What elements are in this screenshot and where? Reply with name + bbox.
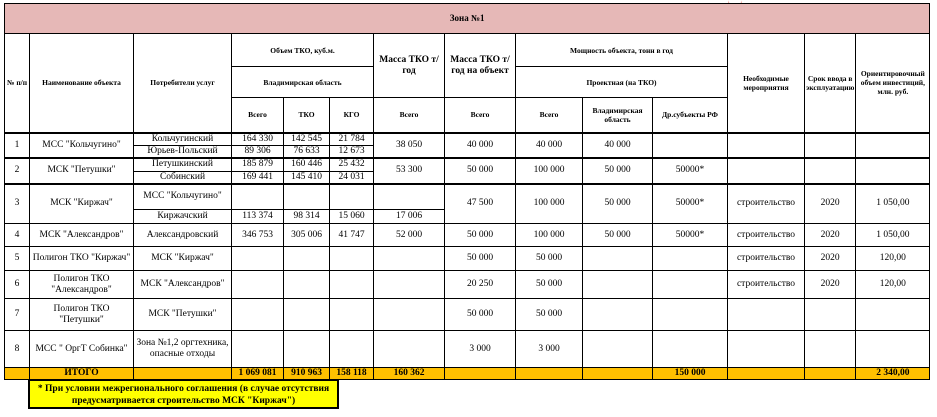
header-mass: Масса ТКО т/год xyxy=(374,34,445,98)
total-blank xyxy=(5,368,30,380)
mass-cell xyxy=(374,299,445,331)
header-capacity: Мощность объекта, тонн в год xyxy=(516,34,728,67)
mass-object-cell: 50 000 xyxy=(445,299,516,331)
volume-kgo xyxy=(330,299,374,331)
total-kgo: 158 118 xyxy=(330,368,374,380)
volume-total: 346 753 xyxy=(232,224,284,247)
total-mass: 160 362 xyxy=(374,368,445,380)
term-cell xyxy=(805,299,856,331)
total-label: ИТОГО xyxy=(30,368,134,380)
capacity-total: 100 000 xyxy=(516,224,583,247)
row-name: МСК "Киржач" xyxy=(30,184,134,224)
header-cap-region: Владимирская область xyxy=(583,98,653,133)
capacity-other xyxy=(653,331,728,368)
header-cap-total: Всего xyxy=(516,98,583,133)
row-name: Полигон ТКО "Александров" xyxy=(30,271,134,299)
volume-total xyxy=(232,271,284,299)
invest-cell: 1 050,00 xyxy=(856,224,930,247)
capacity-other: 50000* xyxy=(653,224,728,247)
row-num: 4 xyxy=(5,224,30,247)
volume-total xyxy=(232,299,284,331)
volume-kgo xyxy=(330,247,374,271)
header-mass-object-total: Всего xyxy=(445,98,516,133)
measures-cell: строительство xyxy=(728,224,805,247)
zone-table xyxy=(4,3,930,380)
invest-cell: 120,00 xyxy=(856,247,930,271)
total-invest: 2 340,00 xyxy=(856,368,930,380)
volume-total xyxy=(232,247,284,271)
mass-object-cell: 3 000 xyxy=(445,331,516,368)
footnote: * При условии межрегионального соглашения (в случае отсутствия предусматривается строительство МСК "Киржач") xyxy=(28,379,339,409)
invest-cell: 120,00 xyxy=(856,271,930,299)
term-cell xyxy=(805,133,856,159)
mass-cell xyxy=(374,271,445,299)
consumer-cell: Собинский xyxy=(134,171,232,184)
volume-total xyxy=(232,331,284,368)
total-blank xyxy=(805,368,856,380)
header-total: Всего xyxy=(232,98,284,133)
row-num: 6 xyxy=(5,271,30,299)
volume-tko: 98 314 xyxy=(284,210,330,224)
volume-kgo: 12 673 xyxy=(330,146,374,159)
volume-tko: 76 633 xyxy=(284,146,330,159)
capacity-region xyxy=(583,271,653,299)
invest-cell: 1 050,00 xyxy=(856,184,930,224)
header-mass-object: Масса ТКО т/год на объект xyxy=(445,34,516,98)
capacity-region xyxy=(583,331,653,368)
header-design: Проектная (на ТКО) xyxy=(516,67,728,98)
volume-tko xyxy=(284,271,330,299)
capacity-total: 40 000 xyxy=(516,133,583,159)
mass-object-cell: 47 500 xyxy=(445,184,516,224)
invest-cell xyxy=(856,133,930,159)
volume-tko xyxy=(284,299,330,331)
volume-kgo: 41 747 xyxy=(330,224,374,247)
zone-title: Зона №1 xyxy=(5,4,930,34)
mass-cell xyxy=(374,247,445,271)
total-blank xyxy=(516,368,583,380)
header-volume: Объем ТКО, куб.м. xyxy=(232,34,374,67)
row-num: 3 xyxy=(5,184,30,224)
volume-tko xyxy=(284,184,330,210)
term-cell xyxy=(805,331,856,368)
capacity-region xyxy=(583,247,653,271)
volume-total: 164 330 xyxy=(232,133,284,146)
row-name: МСС " ОргТ Собинка" xyxy=(30,331,134,368)
volume-total: 185 879 xyxy=(232,158,284,171)
volume-total: 113 374 xyxy=(232,210,284,224)
total-cap-other: 150 000 xyxy=(653,368,728,380)
volume-kgo xyxy=(330,184,374,210)
mass-cell: 52 000 xyxy=(374,224,445,247)
mass-cell: 17 006 xyxy=(374,210,445,224)
mass-object-cell: 20 250 xyxy=(445,271,516,299)
header-kgo: КГО xyxy=(330,98,374,133)
total-blank xyxy=(728,368,805,380)
term-cell: 2020 xyxy=(805,271,856,299)
capacity-total: 50 000 xyxy=(516,247,583,271)
volume-tko: 145 410 xyxy=(284,171,330,184)
row-num: 5 xyxy=(5,247,30,271)
row-name: Полигон ТКО "Киржач" xyxy=(30,247,134,271)
row-name: МСС "Кольчугино" xyxy=(30,133,134,159)
volume-kgo xyxy=(330,331,374,368)
header-consumers: Потребители услуг xyxy=(134,34,232,133)
capacity-total: 100 000 xyxy=(516,184,583,224)
term-cell: 2020 xyxy=(805,224,856,247)
capacity-region: 50 000 xyxy=(583,184,653,224)
mass-object-cell: 50 000 xyxy=(445,158,516,184)
volume-kgo xyxy=(330,271,374,299)
consumer-cell: Киржачский xyxy=(134,210,232,224)
row-num: 2 xyxy=(5,158,30,184)
volume-tko xyxy=(284,247,330,271)
volume-tko: 160 446 xyxy=(284,158,330,171)
row-num: 8 xyxy=(5,331,30,368)
capacity-region: 40 000 xyxy=(583,133,653,159)
capacity-other xyxy=(653,271,728,299)
header-tko: ТКО xyxy=(284,98,330,133)
measures-cell: строительство xyxy=(728,184,805,224)
consumer-cell: Юрьев-Польский xyxy=(134,146,232,159)
volume-total xyxy=(232,184,284,210)
row-num: 7 xyxy=(5,299,30,331)
header-name: Наименование объекта xyxy=(30,34,134,133)
volume-total: 89 306 xyxy=(232,146,284,159)
measures-cell: строительство xyxy=(728,247,805,271)
volume-kgo: 21 784 xyxy=(330,133,374,146)
volume-kgo: 15 060 xyxy=(330,210,374,224)
consumer-cell: Петушкинский xyxy=(134,158,232,171)
measures-cell xyxy=(728,299,805,331)
mass-object-cell: 50 000 xyxy=(445,224,516,247)
header-measures: Необходимые мероприятия xyxy=(728,34,805,133)
invest-cell xyxy=(856,158,930,184)
capacity-total: 3 000 xyxy=(516,331,583,368)
capacity-other xyxy=(653,133,728,159)
mass-cell: 38 050 xyxy=(374,133,445,159)
row-name: МСК "Александров" xyxy=(30,224,134,247)
total-blank xyxy=(445,368,516,380)
volume-kgo: 25 432 xyxy=(330,158,374,171)
total-tko: 910 963 xyxy=(284,368,330,380)
consumer-cell: Зона №1,2 оргтехника, опасные отходы xyxy=(134,331,232,368)
volume-total: 169 441 xyxy=(232,171,284,184)
header-mass-total: Всего xyxy=(374,98,445,133)
capacity-region: 50 000 xyxy=(583,224,653,247)
term-cell: 2020 xyxy=(805,184,856,224)
capacity-other xyxy=(653,299,728,331)
measures-cell: строительство xyxy=(728,271,805,299)
row-name: Полигон ТКО "Петушки" xyxy=(30,299,134,331)
capacity-total: 50 000 xyxy=(516,271,583,299)
consumer-cell: МСС "Кольчугино" xyxy=(134,184,232,210)
capacity-other: 50000* xyxy=(653,184,728,224)
term-cell: 2020 xyxy=(805,247,856,271)
header-cap-other: Др.субъекты РФ xyxy=(653,98,728,133)
volume-tko xyxy=(284,331,330,368)
invest-cell xyxy=(856,299,930,331)
row-name: МСК "Петушки" xyxy=(30,158,134,184)
header-term: Срок ввода в эксплуатацию xyxy=(805,34,856,133)
capacity-region: 50 000 xyxy=(583,158,653,184)
volume-tko: 305 006 xyxy=(284,224,330,247)
mass-object-cell: 40 000 xyxy=(445,133,516,159)
row-num: 1 xyxy=(5,133,30,159)
capacity-region xyxy=(583,299,653,331)
measures-cell xyxy=(728,133,805,159)
consumer-cell: МСК "Александров" xyxy=(134,271,232,299)
consumer-cell: Александровский xyxy=(134,224,232,247)
capacity-other xyxy=(653,247,728,271)
measures-cell xyxy=(728,331,805,368)
volume-kgo: 24 031 xyxy=(330,171,374,184)
mass-cell xyxy=(374,184,445,210)
total-volume: 1 069 081 xyxy=(232,368,284,380)
capacity-other: 50000* xyxy=(653,158,728,184)
volume-tko: 142 545 xyxy=(284,133,330,146)
consumer-cell: МСК "Киржач" xyxy=(134,247,232,271)
capacity-total: 50 000 xyxy=(516,299,583,331)
header-region: Владимирская область xyxy=(232,67,374,98)
mass-cell xyxy=(374,331,445,368)
invest-cell xyxy=(856,331,930,368)
measures-cell xyxy=(728,158,805,184)
capacity-total: 100 000 xyxy=(516,158,583,184)
consumer-cell: Кольчугинский xyxy=(134,133,232,146)
term-cell xyxy=(805,158,856,184)
total-blank xyxy=(583,368,653,380)
total-blank xyxy=(134,368,232,380)
mass-cell: 53 300 xyxy=(374,158,445,184)
header-invest: Ориентировочный объем инвестиций, млн. руб. xyxy=(856,34,930,133)
header-num: № п/п xyxy=(5,34,30,133)
mass-object-cell: 50 000 xyxy=(445,247,516,271)
consumer-cell: МСК "Петушки" xyxy=(134,299,232,331)
